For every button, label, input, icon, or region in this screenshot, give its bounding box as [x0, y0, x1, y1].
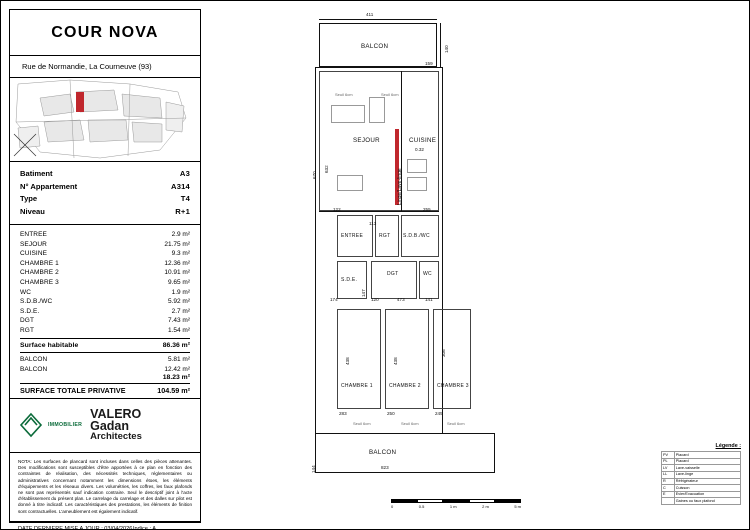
legend-table [661, 451, 741, 505]
annotation-seuil-2: Seuil 6cm [381, 92, 399, 97]
divider [20, 383, 190, 384]
legend-abbr: PL [662, 458, 675, 465]
area-row [20, 240, 190, 250]
room-label-wc: WC [423, 271, 432, 277]
area-value: 9.3 m² [171, 250, 190, 258]
legend-abbr: PV [662, 452, 675, 459]
info-value: T4 [180, 194, 190, 203]
room-chambre-3 [433, 309, 471, 409]
area-row [20, 278, 190, 288]
area-name: Surface habitable [20, 341, 79, 349]
area-schedule [10, 225, 200, 399]
scale-bar-ticks [391, 504, 521, 509]
area-value: 12.42 m² [164, 365, 190, 373]
area-value: 12.36 m² [164, 259, 190, 267]
revision-index: Indice : A [132, 525, 156, 530]
legend-abbr: LL [662, 472, 675, 479]
area-name: SURFACE TOTALE PRIVATIVE [20, 386, 126, 396]
dim-line-right-balcony [440, 23, 441, 67]
room-chambre-1 [337, 309, 381, 409]
legend-block [661, 443, 741, 505]
dim-823: 823 [381, 465, 389, 470]
area-row [20, 268, 190, 278]
info-panel [9, 9, 201, 530]
area-name: CHAMBRE 3 [20, 278, 59, 286]
legend-abbr: LV [662, 465, 675, 472]
area-value: 10.91 m² [164, 269, 190, 277]
area-value: 104.59 m² [157, 386, 190, 396]
furniture-kitchen-counter [407, 159, 427, 173]
area-row [20, 365, 190, 375]
credit-agricole-label: IMMOBILIER [48, 422, 83, 429]
room-wc [419, 261, 439, 299]
info-row [20, 181, 190, 194]
room-label-dgt: DGT [387, 271, 399, 277]
area-name: CUISINE [20, 250, 48, 258]
apartment-info-block [10, 162, 200, 225]
legend-text: Cuisson [674, 485, 740, 492]
legal-note-block [10, 453, 200, 522]
dim-141: 141 [425, 297, 433, 302]
architect-name-3: Architectes [90, 431, 142, 443]
area-row [20, 259, 190, 269]
area-row-habitable [20, 341, 190, 351]
room-label-balcon-top: BALCON [361, 43, 389, 50]
info-label: Batiment [20, 169, 53, 178]
area-name: BALCON [20, 365, 48, 373]
info-value: A314 [171, 181, 190, 191]
dim-140: 140 [444, 45, 449, 53]
room-label-sdb-wc: S.D.B./WC [403, 233, 430, 239]
architect-logo [90, 408, 142, 442]
logo-block [10, 399, 200, 453]
legend-row [662, 465, 741, 472]
dim-122: 122 [333, 207, 341, 212]
annotation-seuil-3: Seuil 6cm [353, 421, 371, 426]
area-row [20, 326, 190, 336]
legend-text: Lave-linge [674, 472, 740, 479]
room-label-entree: ENTREE [341, 233, 364, 239]
legend-text: Placard [674, 458, 740, 465]
info-row [20, 206, 190, 219]
area-value: 86.36 m² [162, 341, 190, 349]
dim-174: 174 [330, 297, 338, 302]
room-label-chambre-3: CHAMBRE 3 [437, 383, 469, 389]
dim-line-top [319, 19, 437, 20]
area-value: 1.9 m² [171, 288, 190, 296]
area-value: 5.81 m² [167, 356, 190, 364]
dim-283: 283 [339, 411, 347, 416]
area-name: BALCON [20, 356, 48, 364]
room-chambre-2 [385, 309, 429, 409]
legend-abbr: E [662, 491, 675, 498]
legend-text: Evier/Evacuation [674, 491, 740, 498]
area-row [20, 249, 190, 259]
dim-250: 250 [387, 411, 395, 416]
site-plan-thumbnail [10, 78, 200, 162]
area-row [20, 288, 190, 298]
area-value: 21.75 m² [164, 240, 190, 248]
area-name: CHAMBRE 1 [20, 259, 59, 267]
scale-bar [391, 499, 521, 509]
legend-title: Légende : [715, 443, 741, 450]
dim-632: 632 [324, 165, 329, 173]
dim-144: 144 [311, 465, 316, 473]
architect-name-2: Gadan [90, 419, 130, 434]
divider [20, 352, 190, 353]
annotation-seuil-5: Seuil 6cm [447, 421, 465, 426]
scale-tick: 1 m [449, 504, 457, 509]
legend-row [662, 498, 741, 505]
dim-032: 0.32 [415, 147, 424, 152]
dim-670: 670 [312, 171, 317, 179]
dim-245: 245 [435, 411, 443, 416]
dim-438a: 438 [345, 357, 350, 365]
area-value: 5.92 m² [167, 298, 190, 306]
scale-tick: 0.5 [418, 504, 425, 509]
legend-abbr: C [662, 485, 675, 492]
legend-abbr: R [662, 478, 675, 485]
area-name: ENTREE [20, 231, 47, 238]
area-name: WC [20, 288, 32, 296]
area-row [20, 307, 190, 317]
legend-row [662, 478, 741, 485]
annotation-seuil-4: Seuil 6cm [401, 421, 419, 426]
dim-255: 255 [423, 207, 431, 212]
site-plan-drawing [10, 78, 200, 162]
room-dgt [371, 261, 417, 299]
legend-text: Gaines ou faux plafond [674, 498, 740, 505]
area-row [20, 297, 190, 307]
scale-tick: 0 [391, 504, 394, 509]
annotation-linge: Linge/Lave-linge [397, 168, 403, 205]
legal-note-text: NOTA: Les surfaces de plancard sont incluses dans celles des pièces attenantes. Des modifications sont susceptibles d'être apportées à ce plan en fonction des contraintes de réalisation, des nécessités techniques, réglementaires ou administratives concernant notamment les dimensions étoes, les éléments d'équipements et les réseaux divers. Les volumétries, les coffres, les faux plafonds ne sont pas représentés sauf indication contraire. Seul le descriptif joint à l'acte d'établissement du présent plan. Le carrelage du carrelage et des dalles sur pilot est donné à titre indicatif. Les caractéristiques des prestations, les éléments de finition sont contractuelles. L'ameublement est également indicatif. [18, 458, 192, 514]
legend-text: Lave-vaisselle [674, 465, 740, 472]
area-value: 2.9 m² [171, 231, 190, 238]
room-label-chambre-1: CHAMBRE 1 [341, 383, 373, 389]
area-name: S.D.B./WC [20, 298, 53, 306]
legend-text: Placard [674, 452, 740, 459]
credit-agricole-icon [18, 412, 44, 438]
area-row [20, 355, 190, 365]
dim-411: 411 [366, 12, 374, 17]
room-label-balcon-bottom: BALCON [369, 449, 397, 456]
area-name: DGT [20, 317, 35, 325]
last-update-date: DATE DERNIERE MISE A JOUR : 03/04/2026 [18, 525, 133, 530]
divider [20, 338, 190, 339]
area-name: RGT [20, 326, 35, 334]
scale-tick: 2 m [482, 504, 489, 509]
info-value: R+1 [175, 206, 190, 216]
furniture-kitchen-appliance [407, 177, 427, 191]
room-label-chambre-2: CHAMBRE 2 [389, 383, 421, 389]
area-value: 7.43 m² [167, 317, 190, 325]
dim-147: 147 [361, 289, 366, 297]
furniture-dining-table [337, 175, 363, 191]
furniture-sofa [331, 105, 365, 123]
room-balcon-bottom [315, 433, 495, 473]
scale-bar-segments [391, 499, 521, 503]
dim-120: 120 [371, 297, 379, 302]
area-name: S.D.E. [20, 307, 40, 315]
room-label-sejour: SEJOUR [353, 137, 380, 144]
dim-473: 473 [397, 297, 405, 302]
room-label-rgt: RGT [379, 233, 391, 239]
page-title: COUR NOVA [51, 23, 159, 41]
credit-agricole-logo [18, 412, 82, 438]
legend-row [662, 458, 741, 465]
project-address-block [10, 56, 200, 78]
area-name: CHAMBRE 2 [20, 269, 59, 277]
legend-abbr [662, 498, 675, 505]
area-row [20, 230, 190, 240]
scale-tick: 5 m [514, 504, 521, 509]
room-label-cuisine: CUISINE [409, 137, 437, 144]
info-value: A3 [179, 169, 190, 178]
dim-306: 306 [441, 349, 446, 357]
info-label: Niveau [20, 206, 45, 216]
dim-113: 113 [369, 221, 377, 226]
area-row-total [20, 386, 190, 396]
legend-row [662, 472, 741, 479]
dim-438b: 438 [393, 357, 398, 365]
annexes-total: 18.23 m² [162, 374, 190, 382]
area-value: 9.65 m² [167, 278, 190, 286]
info-row [20, 168, 190, 181]
architect-name-1: VALERO [90, 407, 142, 422]
furniture-armchair [369, 97, 385, 123]
legend-text: Réfrigérateur [674, 478, 740, 485]
footer-block [10, 522, 200, 530]
legend-row [662, 485, 741, 492]
project-address: Rue de Normandie, La Courneuve (93) [22, 62, 152, 71]
area-row [20, 316, 190, 326]
dim-159: 159 [425, 61, 433, 66]
info-row [20, 193, 190, 206]
project-title-block [10, 10, 200, 56]
legend-row [662, 452, 741, 459]
annotation-seuil-1: Seuil 6cm [335, 92, 353, 97]
room-label-sde: S.D.E. [341, 277, 358, 283]
area-name: SEJOUR [20, 240, 47, 248]
area-value: 1.54 m² [167, 326, 190, 334]
area-value: 2.7 m² [171, 307, 190, 315]
info-label: N° Appartement [20, 181, 78, 191]
legend-row [662, 491, 741, 498]
info-label: Type [20, 194, 38, 203]
apartment-floor-plan [211, 9, 743, 523]
